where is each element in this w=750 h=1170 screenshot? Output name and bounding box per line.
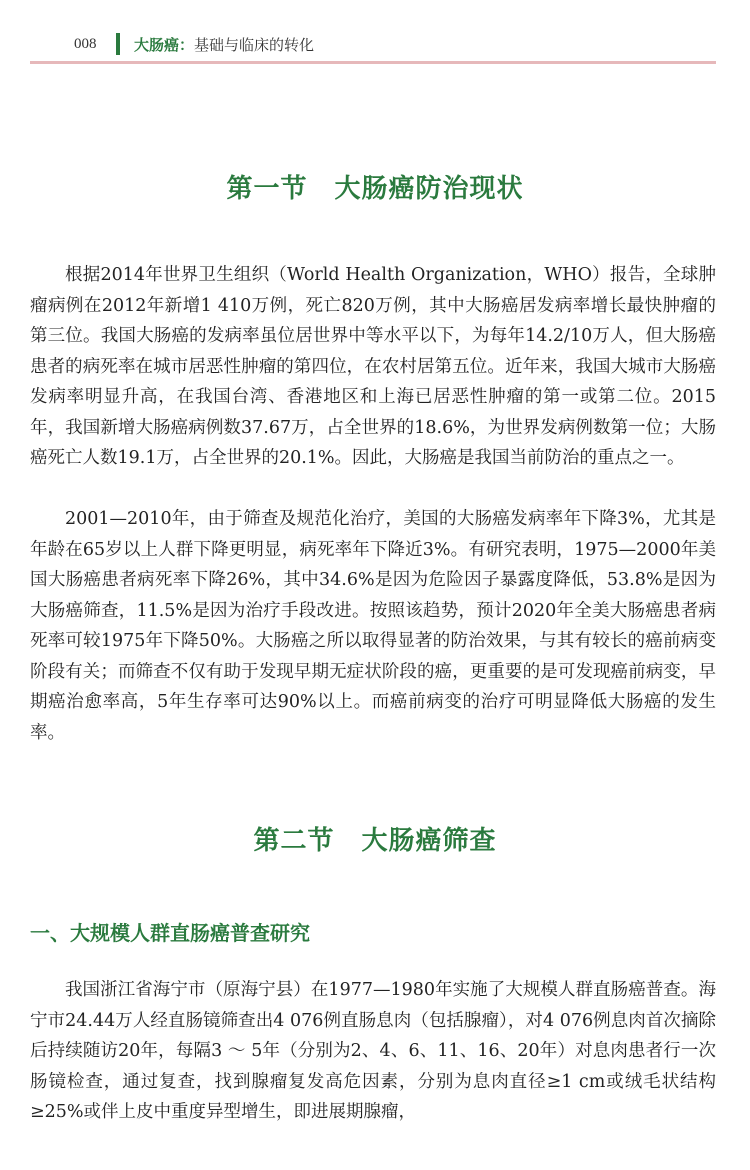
body-paragraph: 我国浙江省海宁市（原海宁县）在1977—1980年实施了大规模人群直肠癌普查。海宁市24.44万人经直肠镜筛查出4 076例直肠息肉（包括腺瘤），对4 076例息肉首次摘除后持续随访20年，每隔3 ～ 5年（分别为2、4、6、11、16、20年）对息肉患者行一次肠镜检查，通过复查，找到腺瘤复发高危因素，分别为息肉直径≥1 cm或绒毛状结构≥25%或伴上皮中重度异型增生，即进展期腺瘤， (30, 980, 716, 1122)
header-divider-bar (116, 33, 120, 55)
section-title-1: 第一节 大肠癌防治现状 (226, 174, 524, 204)
page-number: 008 (74, 36, 97, 52)
book-title (134, 34, 314, 55)
running-header (30, 26, 716, 64)
subsection-heading: 一、大规模人群直肠癌普查研究 (30, 921, 310, 945)
book-title-brand: 大肠癌： (134, 36, 195, 54)
body-paragraph: 根据2014年世界卫生组织（World Health Organization，WHO）报告，全球肿瘤病例在2012年新增1 410万例，死亡820万例，其中大肠癌居发病率增长最快肿瘤的第三位。我国大肠癌的发病率虽位居世界中等水平以下，为每年14.2/10万人，但大肠癌患者的病死率在城市居恶性肿瘤的第四位，在农村居第五位。近年来，我国大城市大肠癌发病率明显升高，在我国台湾、香港地区和上海已居恶性肿瘤的第一或第二位。2015年，我国新增大肠癌病例数37.67万，占全世界的18.6%，为世界发病例数第一位；大肠癌死亡人数19.1万，占全世界的20.1%。因此，大肠癌是我国当前防治的重点之一。 (30, 265, 716, 468)
book-title-subtitle: 基础与临床的转化 (194, 36, 315, 54)
body-paragraph: 2001—2010年，由于筛查及规范化治疗，美国的大肠癌发病率年下降3%，尤其是年龄在65岁以上人群下降更明显，病死率年下降近3%。有研究表明，1975—2000年美国大肠癌患者病死率下降26%，其中34.6%是因为危险因子暴露度降低，53.8%是因为大肠癌筛查，11.5%是因为治疗手段改进。按照该趋势，预计2020年全美大肠癌患者病死率可较1975年下降50%。大肠癌之所以取得显著的防治效果，与其有较长的癌前病变阶段有关；而筛查不仅有助于发现早期无症状阶段的癌，更重要的是可发现癌前病变，早期癌治愈率高，5年生存率可达90%以上。而癌前病变的治疗可明显降低大肠癌的发生率。 (30, 509, 716, 743)
header-rule (30, 61, 716, 64)
section-title-2: 第二节 大肠癌筛查 (253, 826, 497, 856)
